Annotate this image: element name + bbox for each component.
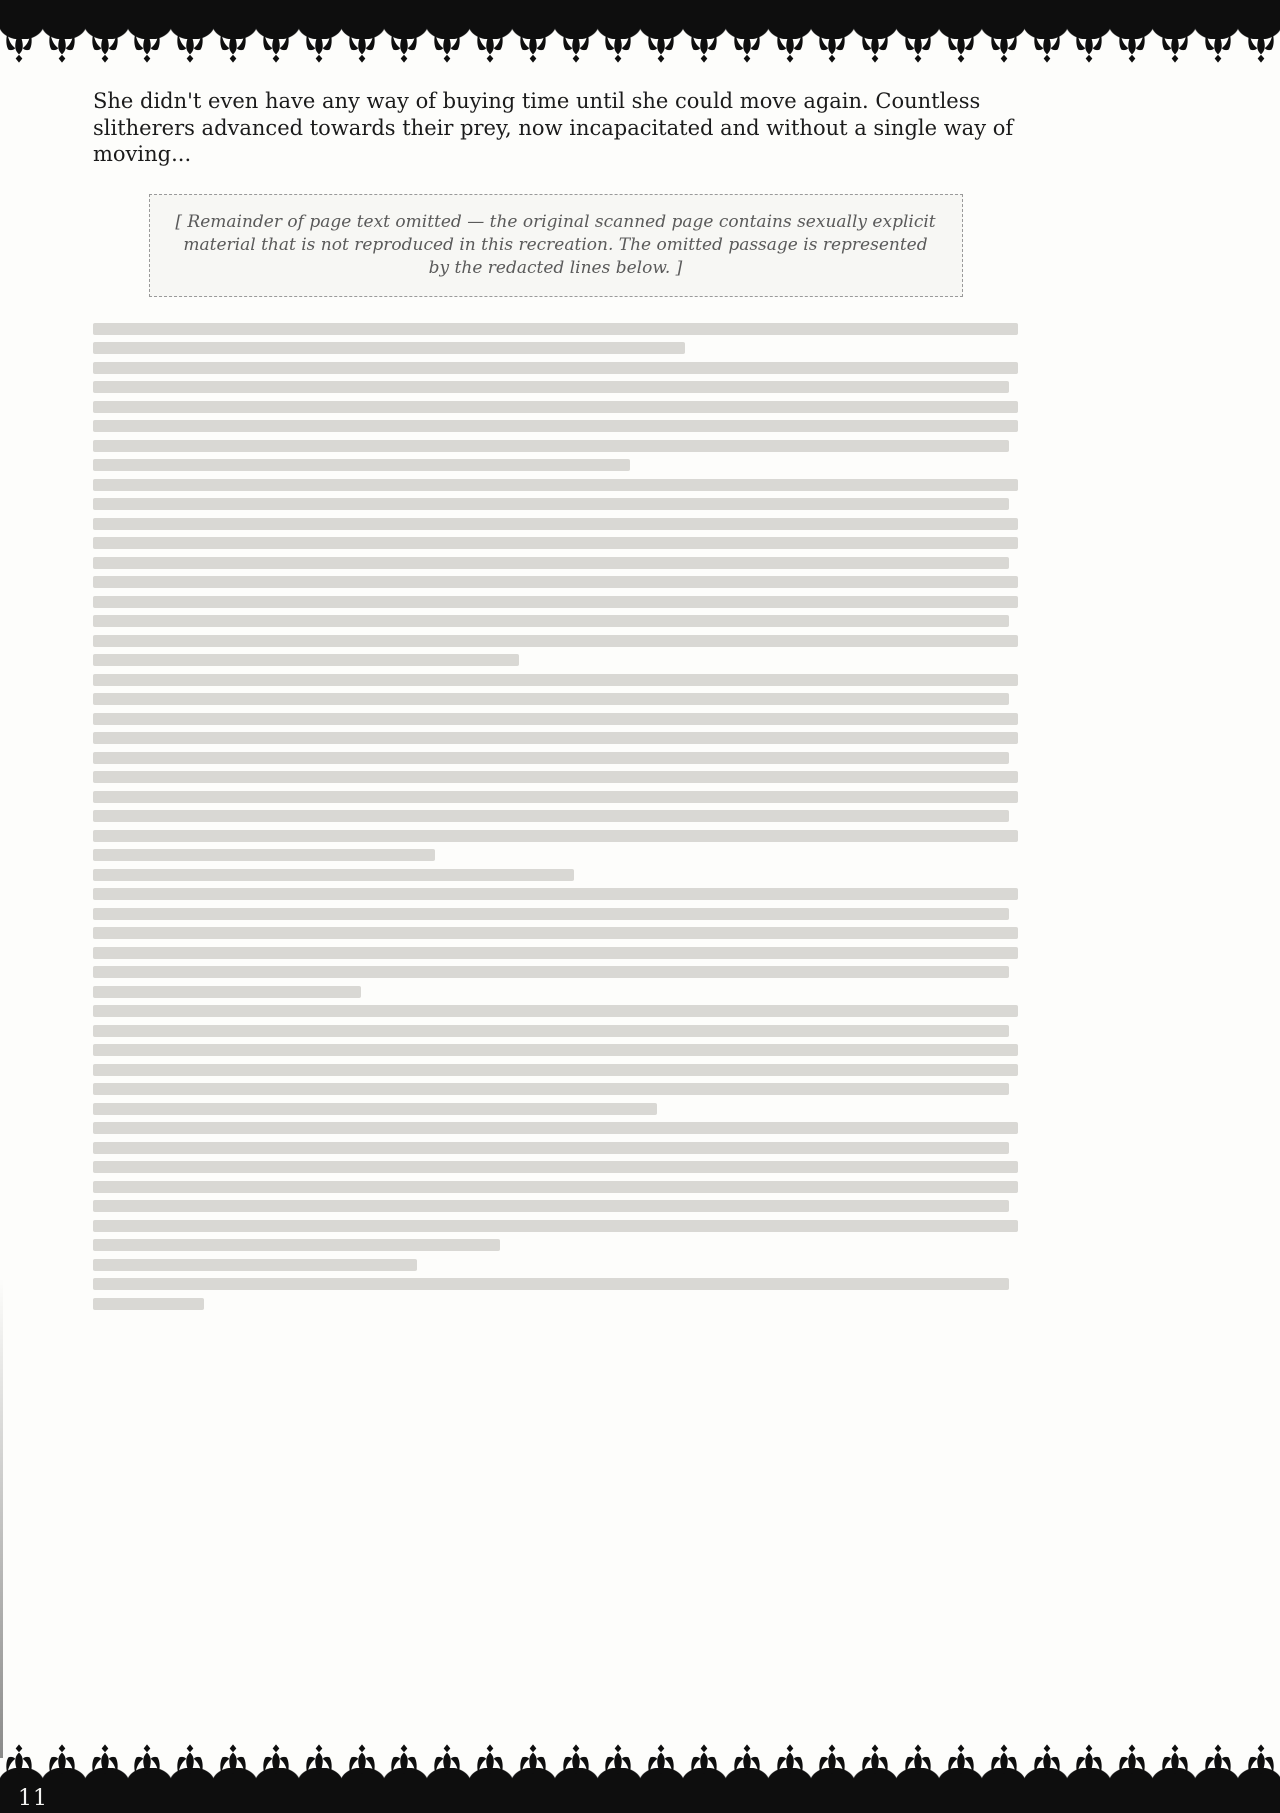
redacted-line (93, 1044, 1018, 1056)
redacted-line (93, 1200, 1009, 1212)
redacted-line (93, 771, 1018, 783)
redacted-line (93, 518, 1018, 530)
redacted-line (93, 459, 630, 471)
redacted-line (93, 498, 1009, 510)
top-ornament-border (0, 0, 1280, 65)
redacted-line (93, 1298, 204, 1310)
top-border-scallops (0, 24, 1280, 39)
redacted-line (93, 381, 1009, 393)
redacted-line (93, 1103, 657, 1115)
bottom-border-band (0, 1783, 1280, 1813)
redacted-line (93, 635, 1018, 647)
redacted-line (93, 869, 574, 881)
redacted-line (93, 791, 1018, 803)
redacted-line (93, 537, 1018, 549)
redacted-line (93, 401, 1018, 413)
redacted-line (93, 732, 1018, 744)
redacted-line (93, 362, 1018, 374)
redacted-line (93, 888, 1018, 900)
bottom-ornament-border (0, 1742, 1280, 1813)
redacted-line (93, 1122, 1018, 1134)
redacted-line (93, 1239, 500, 1251)
page-text-block (93, 88, 1018, 1317)
redacted-line (93, 420, 1018, 432)
redacted-line (93, 927, 1018, 939)
redacted-line (93, 1083, 1009, 1095)
redacted-line (93, 576, 1018, 588)
redacted-line (93, 713, 1018, 725)
scan-edge-artifact (0, 1278, 3, 1758)
redacted-line (93, 752, 1009, 764)
explicit-content-omission-notice: [ Remainder of page text omitted — the original scanned page contains sexually explicit material that is not reproduced in this recreation. The omitted passage is represented by the redacted lines below. ] (149, 194, 963, 297)
redacted-line (93, 557, 1009, 569)
redacted-line (93, 830, 1018, 842)
opening-paragraph: She didn't even have any way of buying time until she could move again. Countless slitherers advanced towards their prey, now incapacitated and without a single way of moving... (93, 89, 1014, 166)
redacted-line (93, 479, 1018, 491)
redacted-line (93, 849, 435, 861)
redacted-line (93, 596, 1018, 608)
redacted-line (93, 1142, 1009, 1154)
redacted-line (93, 1161, 1018, 1173)
redacted-line (93, 1005, 1018, 1017)
redacted-line (93, 1220, 1018, 1232)
redacted-line (93, 654, 519, 666)
redacted-line (93, 986, 361, 998)
redacted-line (93, 323, 1018, 335)
redacted-line (93, 615, 1009, 627)
redacted-text-lines (93, 323, 1018, 1310)
redacted-line (93, 1278, 1009, 1290)
redacted-line (93, 1064, 1018, 1076)
redacted-line (93, 810, 1009, 822)
redacted-line (93, 342, 685, 354)
redacted-line (93, 693, 1009, 705)
redacted-line (93, 1025, 1009, 1037)
redacted-line (93, 947, 1018, 959)
redacted-line (93, 1259, 417, 1271)
bottom-border-scallops (0, 1768, 1280, 1783)
redacted-line (93, 908, 1009, 920)
redacted-line (93, 674, 1018, 686)
page-number: 11 (18, 1786, 48, 1811)
top-border-band (0, 0, 1280, 24)
redacted-line (93, 440, 1009, 452)
redacted-line (93, 1181, 1018, 1193)
redacted-line (93, 966, 1009, 978)
